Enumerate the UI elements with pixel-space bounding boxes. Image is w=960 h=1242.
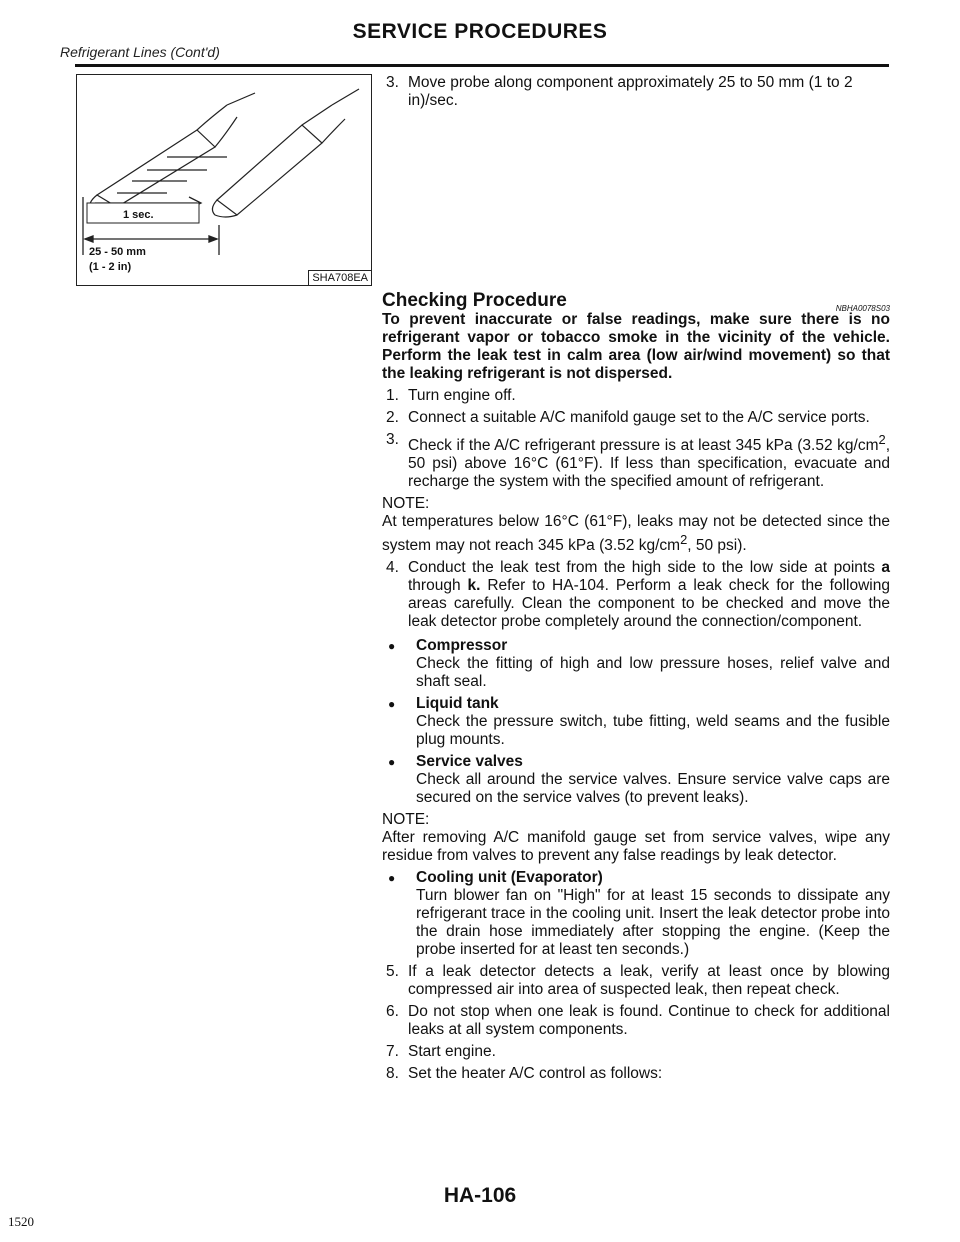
note-text: After removing A/C manifold gauge set from service valves, wipe any residue from valves to prevent any false readings by leak detector. [382, 829, 890, 865]
bullet-title: Compressor [416, 637, 508, 655]
step-number: 1. [386, 387, 399, 404]
list-item [382, 387, 890, 405]
bullet-text: Turn blower fan on "High" for at least 15 seconds to dissipate any refrigerant trace in the cooling unit. Insert the leak detector probe into the drain hose immediately after stopping the engine. (Keep the probe inserted for at least ten seconds.) [416, 887, 890, 959]
note-text [382, 513, 890, 555]
step-number: 6. [386, 1003, 399, 1021]
bullet-text: Check the fitting of high and low pressure hoses, relief valve and shaft seal. [416, 655, 890, 691]
step-text: Conduct the leak test from the high side to the low side at points [408, 559, 882, 577]
figure-time-label: 1 sec. [123, 209, 154, 221]
bullet-text: Check all around the service valves. Ensure service valve caps are secured on the service valves (to prevent leaks). [416, 771, 890, 807]
section-intro: To prevent inaccurate or false readings, make sure there is no refrigerant vapor or tobacco smoke in the vicinity of the vehicle. Perform the leak test in calm area (low air/wind movement) so that the leaking refrigerant is not dispersed. [382, 311, 890, 382]
figure-distance-in: (1 - 2 in) [89, 261, 132, 273]
page-number-label: HA-106 [443, 1184, 517, 1207]
step-text: If a leak detector detects a leak, verify at least once by blowing compressed air into area of suspected leak, then repeat check. [408, 963, 890, 999]
step-text: Set the heater A/C control as follows: [408, 1065, 663, 1083]
section-title: Checking Procedure [382, 290, 567, 311]
step-text: Start engine. [408, 1043, 496, 1061]
list-item [382, 1043, 890, 1061]
bullet-title: Liquid tank [416, 695, 499, 713]
section-id: NBHA0078S03 [835, 304, 890, 313]
step-number: 7. [386, 1043, 399, 1061]
step-text-post: , 50 psi) above 16°C (61°F). If less than specification, evacuate and recharge the system with the specified amount of refrigerant. [408, 437, 890, 491]
list-item [382, 695, 890, 749]
list-item [382, 1065, 890, 1083]
figure-distance-mm: 25 - 50 mm [89, 246, 146, 258]
list-item [382, 637, 890, 691]
sheet-number: 1520 [8, 1214, 34, 1229]
note-label: NOTE: [382, 811, 430, 829]
list-item [382, 1003, 890, 1039]
step-text: Refer to HA-104. Perform a leak check for the following areas carefully. Clean the component to be checked and move the leak detector probe completely around the connection/component. [408, 577, 890, 631]
note-text-post: , 50 psi). [687, 537, 747, 555]
step-text: through [408, 577, 468, 595]
bullet-title: Service valves [416, 753, 523, 771]
step-text: Connect a suitable A/C manifold gauge set to the A/C service ports. [408, 409, 870, 426]
step-number: 3. [386, 431, 399, 448]
bullet-dot-icon: ● [388, 697, 396, 712]
move-probe-step [382, 74, 890, 110]
step-text: Do not stop when one leak is found. Continue to check for additional leaks at all system components. [408, 1003, 890, 1039]
list-item [382, 753, 890, 807]
step-text-pre: Check if the A/C refrigerant pressure is at least 345 kPa (3.52 kg/cm [408, 437, 879, 455]
step-number: 4. [386, 559, 399, 577]
step-number: 2. [386, 409, 399, 426]
step-text: Turn engine off. [408, 387, 516, 404]
point-k: k. [467, 577, 481, 595]
bullet-text: Check the pressure switch, tube fitting, weld seams and the fusible plug mounts. [416, 713, 890, 749]
header-section-name: Refrigerant Lines (Cont'd) [60, 44, 220, 60]
list-item [382, 409, 890, 427]
bullet-title: Cooling unit (Evaporator) [416, 869, 603, 887]
note-label: NOTE: [382, 495, 430, 513]
header-divider [75, 64, 889, 67]
step-number: 8. [386, 1065, 399, 1083]
superscript: 2 [878, 432, 886, 447]
superscript: 2 [680, 532, 688, 548]
step-number: 3. [386, 74, 399, 91]
list-item [382, 869, 890, 959]
step-number: 5. [386, 963, 399, 981]
checking-procedure-section [382, 292, 890, 1083]
bullet-dot-icon: ● [388, 871, 396, 886]
page-title: SERVICE PROCEDURES [352, 20, 608, 43]
point-a: a [881, 559, 890, 577]
step-text: Move probe along component approximately 25 to 50 mm (1 to 2 in)/sec. [408, 74, 853, 109]
probe-figure [76, 74, 372, 286]
list-item [382, 431, 890, 491]
list-item [382, 559, 890, 631]
bullet-dot-icon: ● [388, 639, 396, 654]
leak-detector-probe-icon [77, 75, 371, 285]
figure-code: SHA708EA [308, 270, 371, 285]
bullet-dot-icon: ● [388, 755, 396, 770]
note-text-pre: At temperatures below 16°C (61°F), leaks may not be detected since the system may not reach 345 kPa (3.52 kg/cm [382, 513, 890, 555]
list-item [382, 963, 890, 999]
